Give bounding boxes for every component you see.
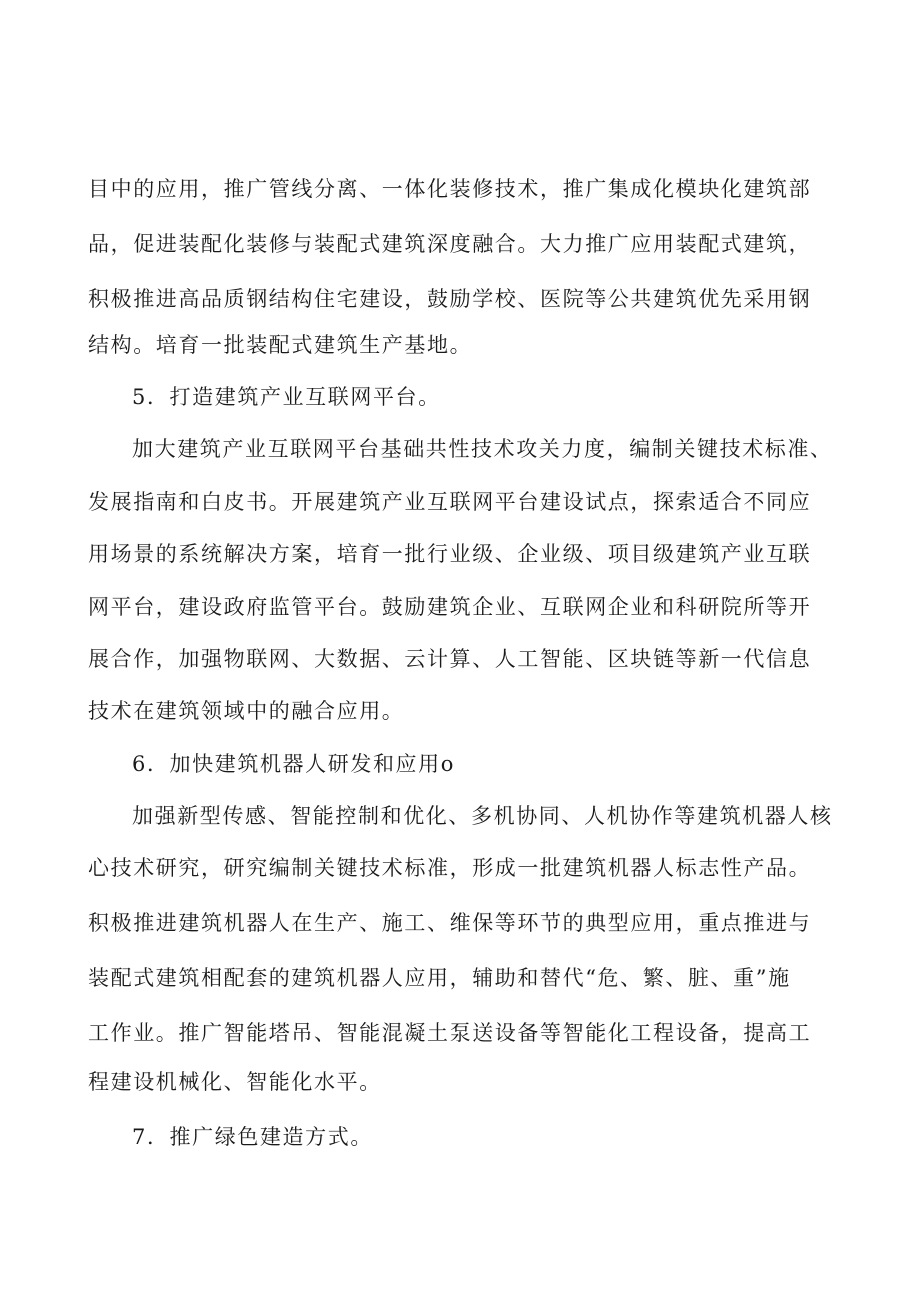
text-line: 展合作，加强物联网、大数据、云计算、人工智能、区块链等新一代信息 xyxy=(88,647,812,671)
text-line: 技术在建筑领域中的融合应用。 xyxy=(88,699,405,723)
text-line: 目中的应用，推广管线分离、一体化装修技术，推广集成化模块化建筑部 xyxy=(88,177,812,201)
text-line: 加大建筑产业互联网平台基础共性技术攻关力度，编制关键技术标准、 xyxy=(132,437,833,461)
text-line: 发展指南和白皮书。开展建筑产业互联网平台建设试点，探索适合不同应 xyxy=(88,490,812,514)
section-heading-7: 7．推广绿色建造方式。 xyxy=(132,1125,373,1149)
text-line: 工作业。推广智能塔吊、智能混凝土泵送设备等智能化工程设备，提高工 xyxy=(88,1021,812,1045)
text-line: 积极推进高品质钢结构住宅建设，鼓励学校、医院等公共建筑优先采用钢 xyxy=(88,287,812,311)
text-line: 积极推进建筑机器人在生产、施工、维保等环节的典型应用，重点推进与 xyxy=(88,911,812,935)
text-line: 装配式建筑相配套的建筑机器人应用，辅助和替代“危、繁、脏、重”施 xyxy=(88,966,791,990)
text-line: 结构。培育一批装配式建筑生产基地。 xyxy=(88,333,473,357)
section-heading-6: 6．加快建筑机器人研发和应用o xyxy=(132,752,456,776)
text-line: 用场景的系统解决方案，培育一批行业级、企业级、项目级建筑产业互联 xyxy=(88,542,812,566)
text-line: 加强新型传感、智能控制和优化、多机协同、人机协作等建筑机器人核 xyxy=(132,804,833,828)
text-line: 品，促进装配化装修与装配式建筑深度融合。大力推广应用装配式建筑， xyxy=(88,232,812,256)
text-line: 程建设机械化、智能化水平。 xyxy=(88,1070,382,1094)
section-heading-5: 5．打造建筑产业互联网平台。 xyxy=(132,385,441,409)
text-line: 心技术研究，研究编制关键技术标准，形成一批建筑机器人标志性产品。 xyxy=(88,856,812,880)
text-line: 网平台，建设政府监管平台。鼓励建筑企业、互联网企业和科研院所等开 xyxy=(88,595,812,619)
